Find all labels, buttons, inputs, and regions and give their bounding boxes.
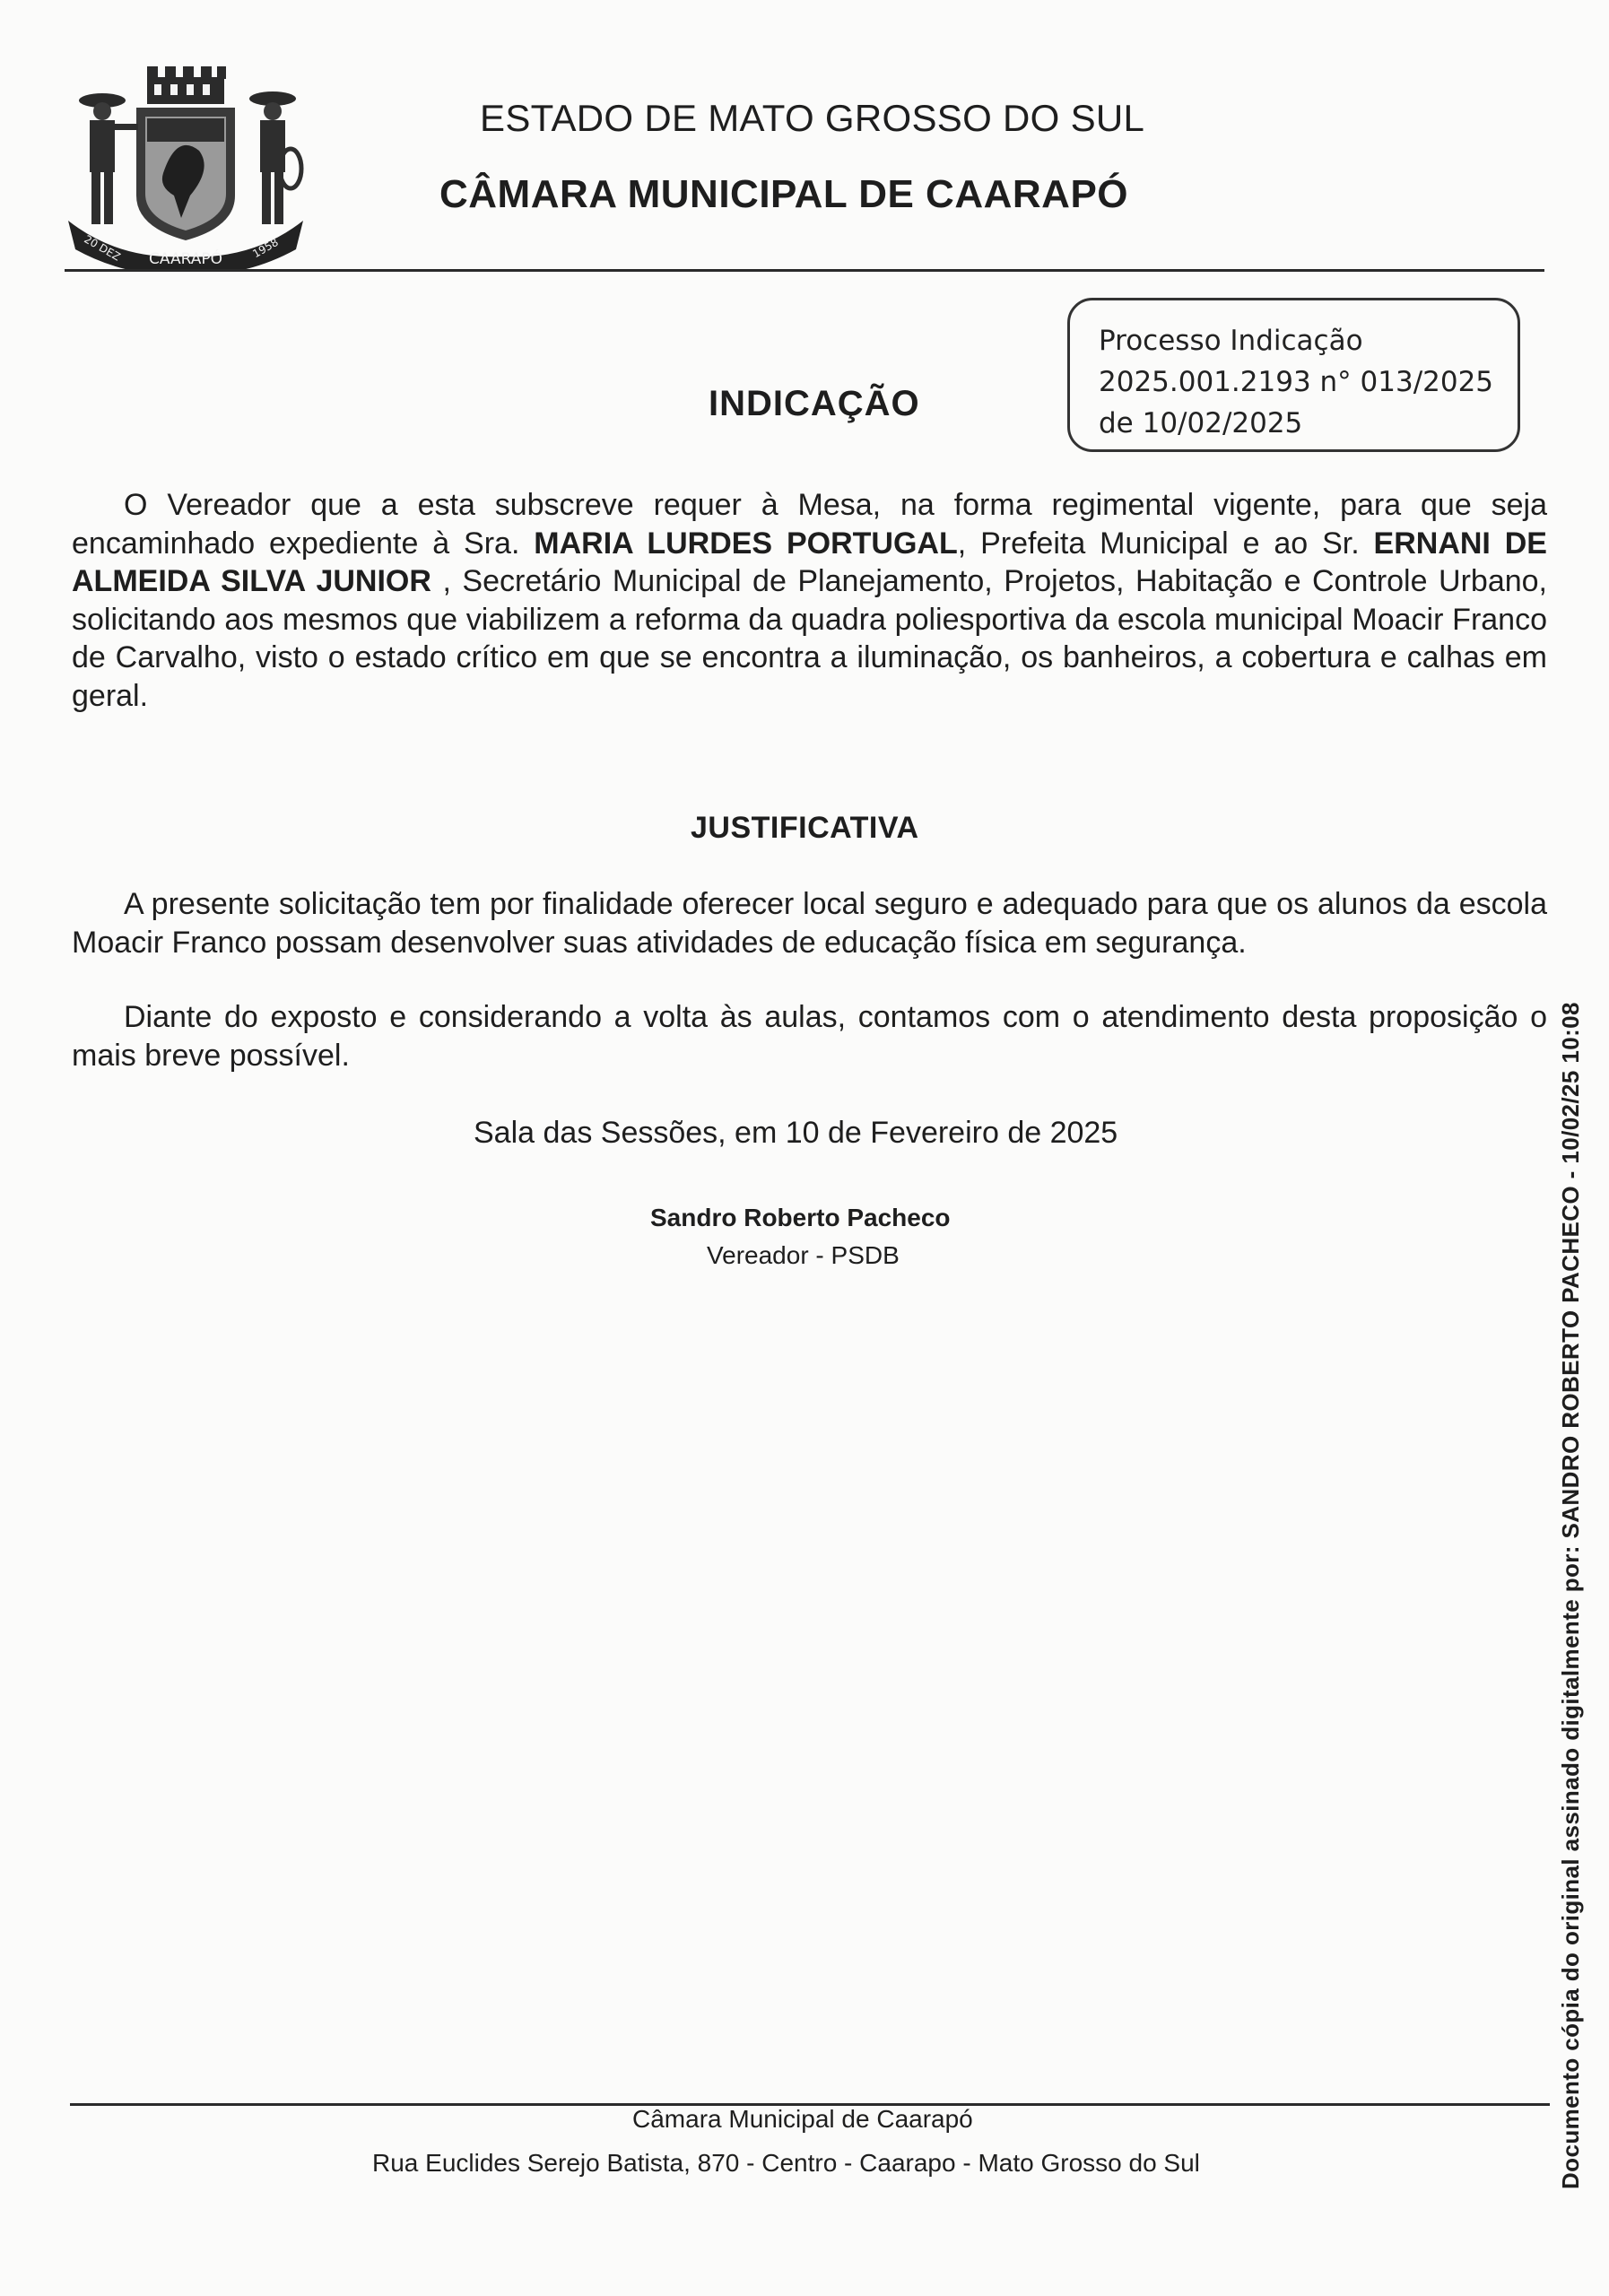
svg-text:CAARAPÓ: CAARAPÓ <box>149 250 222 268</box>
footer-address: Rua Euclides Serejo Batista, 870 - Centro - Caarapo - Mato Grosso do Sul <box>372 2149 1200 2177</box>
stamp-line-1: Processo Indicação <box>1099 325 1363 357</box>
secretary-name: ERNANI DE ALMEIDA SILVA JUNIOR <box>72 526 1547 598</box>
footer-institution: Câmara Municipal de Caarapó <box>632 2105 973 2133</box>
document-title: INDICAÇÃO <box>709 384 920 423</box>
digital-signature-note: Documento cópia do original assinado digitalmente por: SANDRO ROBERTO PACHECO - 10/02/25 10:08 <box>1557 1002 1584 2189</box>
justification-text-1: A presente solicitação tem por finalidade oferecer local seguro e adequado para que os alunos da escola Moacir Franco possam desenvolver suas atividades de educação física em segurança. <box>72 887 1547 960</box>
request-text-2: , Prefeita Municipal e ao Sr. <box>957 526 1374 561</box>
stamp-line-3: de 10/02/2025 <box>1099 407 1303 439</box>
mayor-name: MARIA LURDES PORTUGAL <box>534 526 958 561</box>
justification-paragraph-2 <box>72 998 1547 1074</box>
chamber-name: CÂMARA MUNICIPAL DE CAARAPÓ <box>439 172 1129 216</box>
svg-text:1958: 1958 <box>250 235 281 261</box>
signer-name: Sandro Roberto Pacheco <box>650 1204 951 1231</box>
request-paragraph <box>72 486 1547 715</box>
state-name: ESTADO DE MATO GROSSO DO SUL <box>480 97 1145 139</box>
request-text-3: , Secretário Municipal de Planejamento, Projetos, Habitação e Controle Urbano, solicitando aos mesmos que viabilizem a reforma da quadra poliesportiva da escola municipal Moacir Franco de Carvalho, visto o estado crítico em que se encontra a iluminação, os banheiros, a cobertura e calhas em geral. <box>72 564 1547 713</box>
municipal-crest-logo <box>65 61 307 269</box>
stamp-line-2: 2025.001.2193 n° 013/2025 <box>1099 366 1494 398</box>
svg-text:20 DEZ: 20 DEZ <box>82 232 123 264</box>
place-and-date: Sala das Sessões, em 10 de Fevereiro de 2025 <box>474 1116 1118 1150</box>
justification-text-2: Diante do exposto e considerando a volta às aulas, contamos com o atendimento desta proposição o mais breve possível. <box>72 1000 1547 1073</box>
signer-role: Vereador - PSDB <box>707 1241 900 1269</box>
header-divider <box>65 269 1544 272</box>
justification-paragraph-1 <box>72 885 1547 961</box>
process-stamp <box>1067 298 1520 452</box>
request-text-1: O Vereador que a esta subscreve requer à Mesa, na forma regimental vigente, para que seja encaminhado expediente à Sra. <box>72 488 1547 561</box>
justification-heading: JUSTIFICATIVA <box>691 811 919 845</box>
